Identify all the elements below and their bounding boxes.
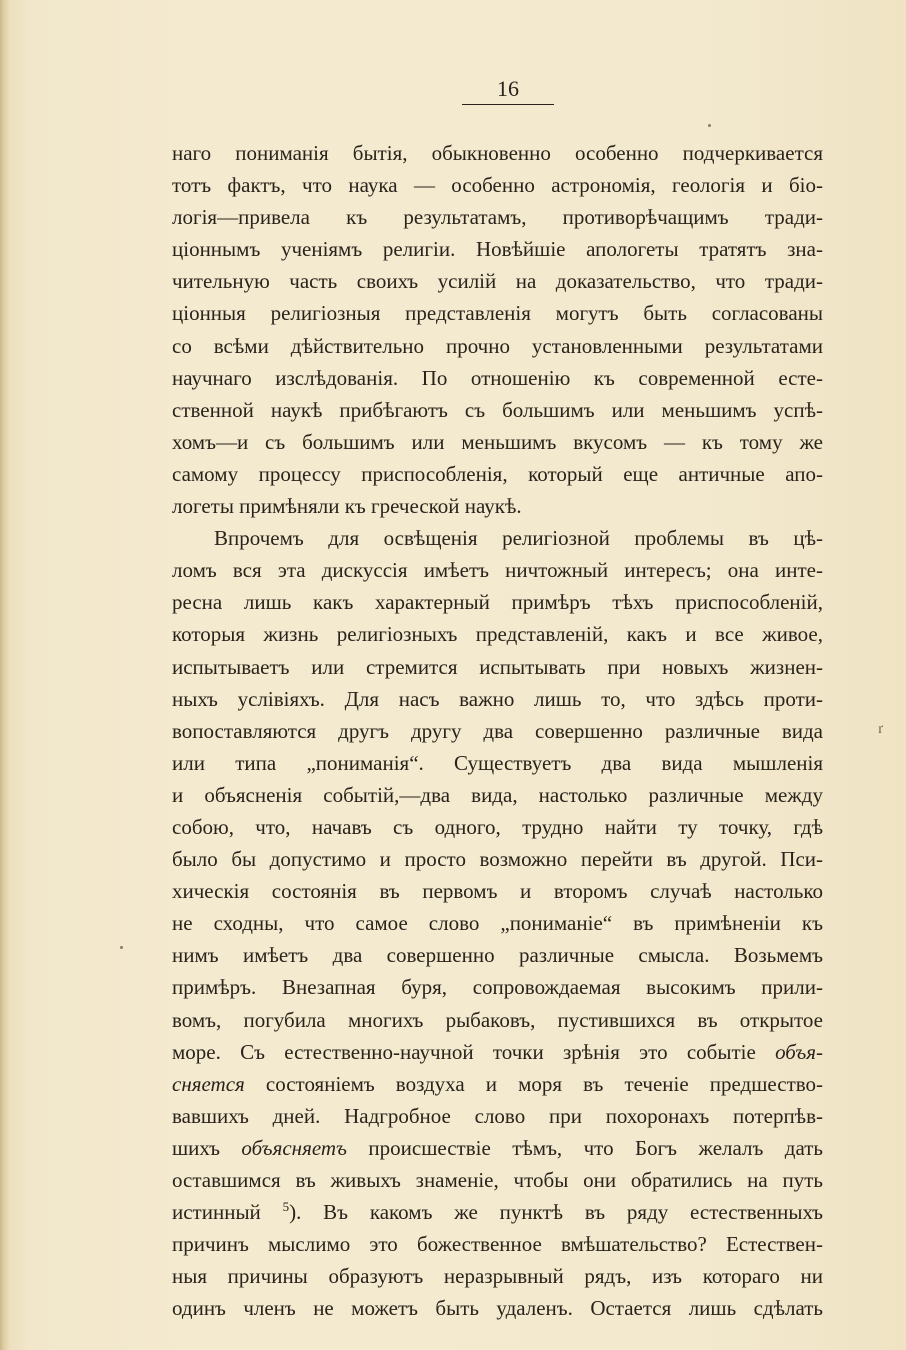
text-line: чительную часть своихъ усилій на доказательство, что тради- (172, 269, 823, 294)
body-text (172, 137, 823, 1324)
page-binding-edge (0, 0, 10, 1350)
text-line: и объясненія событій,—два вида, настолько различные между (172, 782, 823, 807)
text-line: которыя жизнь религіозныхъ представленій, какъ и все живое, (172, 622, 823, 647)
text-line: логеты примѣняли къ греческой наукѣ. (172, 494, 522, 519)
text-line: ныя причины образуютъ неразрывный рядъ, изъ котораго ни (172, 1264, 823, 1289)
text-line: со всѣми дѣйствительно прочно установленными результатами (172, 333, 823, 358)
text-line: нимъ имѣетъ два совершенно различные смысла. Возьмемъ (172, 943, 823, 968)
text-line: собою, что, начавъ съ одного, трудно найти ту точку, гдѣ (172, 814, 823, 839)
text-line: причинъ мыслимо это божественное вмѣшательство? Естествен- (172, 1232, 823, 1257)
text-line: ломъ вся эта дискуссія имѣетъ ничтожный интересъ; она инте- (172, 558, 823, 583)
text-line: ственной наукѣ прибѣгаютъ съ большимъ или меньшимъ успѣ- (172, 397, 823, 422)
text-segment: ). Въ какомъ же пунктѣ въ ряду естественныхъ (289, 1200, 824, 1225)
text-line: было бы допустимо и просто возможно перейти въ другой. Пси- (172, 847, 823, 872)
footnote-marker: 5 (282, 1199, 290, 1215)
text-line (172, 1068, 823, 1100)
text-line: хическія состоянія въ первомъ и второмъ случаѣ настолько (172, 879, 823, 904)
text-line: тотъ фактъ, что наука — особенно астрономія, геологія и біо- (172, 173, 823, 198)
text-line: научнаго изслѣдованія. По отношенію къ современной есте- (172, 365, 823, 390)
text-line: не сходны, что самое слово „пониманіе“ въ примѣненіи къ (172, 911, 823, 936)
text-line (172, 1036, 823, 1068)
text-line: самому процессу приспособленія, который еще античные апо- (172, 461, 823, 486)
text-line: одинъ членъ не можетъ быть удаленъ. Остается лишь сдѣлать (172, 1296, 823, 1321)
paper-speck (708, 124, 711, 127)
text-segment: истинный (172, 1200, 261, 1225)
text-line: ныхъ услівіяхъ. Для насъ важно лишь то, что здѣсь проти- (172, 686, 823, 711)
text-line (172, 1132, 823, 1164)
text-line: ціоннымъ ученіямъ религіи. Новѣйшіе апологеты тратятъ зна- (172, 237, 823, 262)
italic-text: сняется (172, 1071, 245, 1096)
text-line: ціонныя религіозныя представленія могутъ быть согласованы (172, 301, 823, 326)
margin-mark: ґ (878, 722, 883, 737)
text-line: вопоставляются другъ другу два совершенно различные вида (172, 718, 823, 743)
paragraph-start-line: Впрочемъ для освѣщенія религіозной проблемы въ цѣ- (214, 526, 823, 551)
text-line (172, 1196, 823, 1228)
text-segment: состояніемъ воздуха и моря въ теченіе предшество- (265, 1071, 824, 1096)
text-line: вомъ, погубила многихъ рыбаковъ, пустившихся въ открытое (172, 1007, 823, 1032)
text-line: испытываетъ или стремится испытывать при новыхъ жизнен- (172, 654, 823, 679)
italic-text: объясняетъ (241, 1135, 347, 1160)
text-line: логія—привела къ результатамъ, противорѣчащимъ тради- (172, 205, 823, 230)
text-line: оставшимся въ живыхъ знаменіе, чтобы они обратились на путь (172, 1168, 823, 1192)
text-line: примѣръ. Внезапная буря, сопровождаемая высокимъ прили- (172, 975, 823, 1000)
text-segment: море. Съ естественно-научной точки зрѣнія это событіе (172, 1039, 756, 1064)
text-line: вавшихъ дней. Надгробное слово при похоронахъ потерпѣв- (172, 1103, 823, 1128)
text-line: или типа „пониманія“. Существуетъ два вида мышленія (172, 750, 823, 775)
page-number-rule (462, 104, 554, 105)
page-number: 16 (497, 76, 519, 101)
paper-speck (120, 946, 123, 949)
text-line: наго пониманія бытія, обыкновенно особенно подчеркивается (172, 141, 823, 165)
text-segment: шихъ (172, 1135, 220, 1160)
italic-text: объя- (775, 1039, 823, 1064)
text-line: ресна лишь какъ характерный примѣръ тѣхъ приспособленій, (172, 590, 823, 615)
text-line: хомъ—и съ большимъ или меньшимъ вкусомъ — къ тому же (172, 429, 823, 454)
text-segment: происшествіе тѣмъ, что Богъ желалъ дать (368, 1135, 823, 1160)
